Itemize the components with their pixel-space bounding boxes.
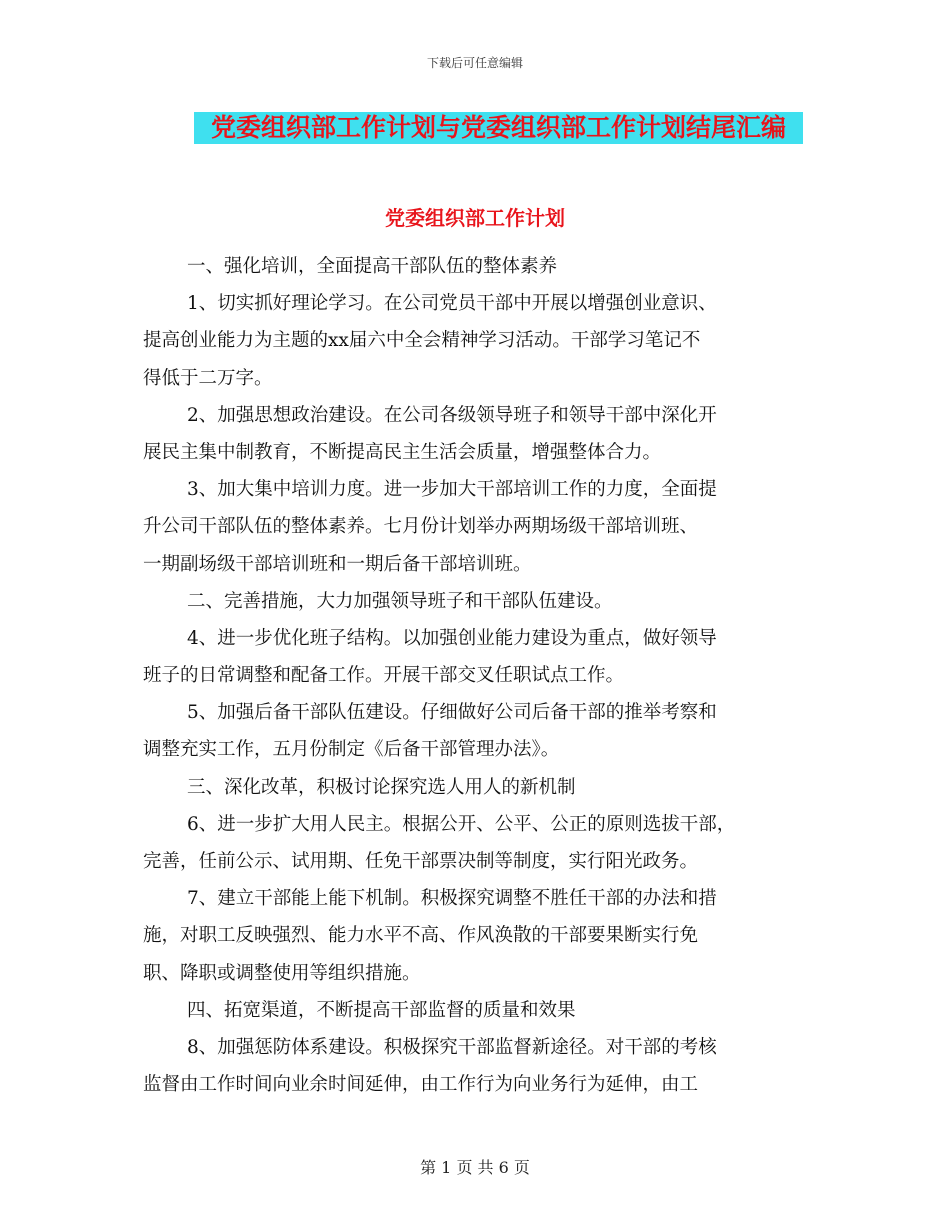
text-line: 班子的日常调整和配备工作。开展干部交叉任职试点工作。 xyxy=(143,665,625,687)
text-line: 3、加大集中培训力度。进一步加大干部培训工作的力度，全面提 xyxy=(187,479,717,501)
text-line: 一期副场级干部培训班和一期后备干部培训班。 xyxy=(143,553,532,575)
text-line: 监督由工作时间向业余时间延伸，由工作行为向业务行为延伸，由工 xyxy=(143,1074,699,1096)
text-line: 得低于二万字。 xyxy=(143,367,273,389)
text-line: 调整充实工作，五月份制定《后备干部管理办法》。 xyxy=(143,739,560,761)
text-line: 施，对职工反映强烈、能力水平不高、作风涣散的干部要果断实行免 xyxy=(143,925,699,947)
section-title: 党委组织部工作计划 xyxy=(385,206,565,230)
text-line: 升公司干部队伍的整体素养。七月份计划举办两期场级干部培训班、 xyxy=(143,516,699,538)
text-line: 提高创业能力为主题的xx届六中全会精神学习活动。干部学习笔记不 xyxy=(143,330,701,352)
text-line: 职、降职或调整使用等组织措施。 xyxy=(143,962,421,984)
text-line: 2、加强思想政治建设。在公司各级领导班子和领导干部中深化开 xyxy=(187,404,717,426)
text-line: 1、切实抓好理论学习。在公司党员干部中开展以增强创业意识、 xyxy=(187,293,717,315)
text-line: 四、拓宽渠道，不断提高干部监督的质量和效果 xyxy=(187,999,576,1021)
text-line: 完善，任前公示、试用期、任免干部票决制等制度，实行阳光政务。 xyxy=(143,851,699,872)
text-line: 展民主集中制教育，不断提高民主生活会质量，增强整体合力。 xyxy=(143,441,662,463)
document-title: 党委组织部工作计划与党委组织部工作计划结尾汇编 xyxy=(194,112,803,144)
text-line: 三、深化改革，积极讨论探究选人用人的新机制 xyxy=(187,776,576,798)
text-line: 一、强化培训，全面提高干部队伍的整体素养 xyxy=(187,256,558,277)
page-footer: 第 1 页 共 6 页 xyxy=(420,1158,530,1177)
text-line: 8、加强惩防体系建设。积极探究干部监督新途径。对干部的考核 xyxy=(187,1036,717,1058)
text-line: 7、建立干部能上能下机制。积极探究调整不胜任干部的办法和措 xyxy=(187,888,717,910)
text-line: 6、进一步扩大用人民主。根据公开、公平、公正的原则选拔干部， xyxy=(187,813,736,835)
page-header-note: 下载后可任意编辑 xyxy=(426,56,523,70)
body-text xyxy=(143,248,807,1103)
text-line: 5、加强后备干部队伍建设。仔细做好公司后备干部的推举考察和 xyxy=(187,702,717,724)
text-line: 4、进一步优化班子结构。以加强创业能力建设为重点，做好领导 xyxy=(187,627,717,649)
text-line: 二、完善措施，大力加强领导班子和干部队伍建设。 xyxy=(187,590,613,612)
